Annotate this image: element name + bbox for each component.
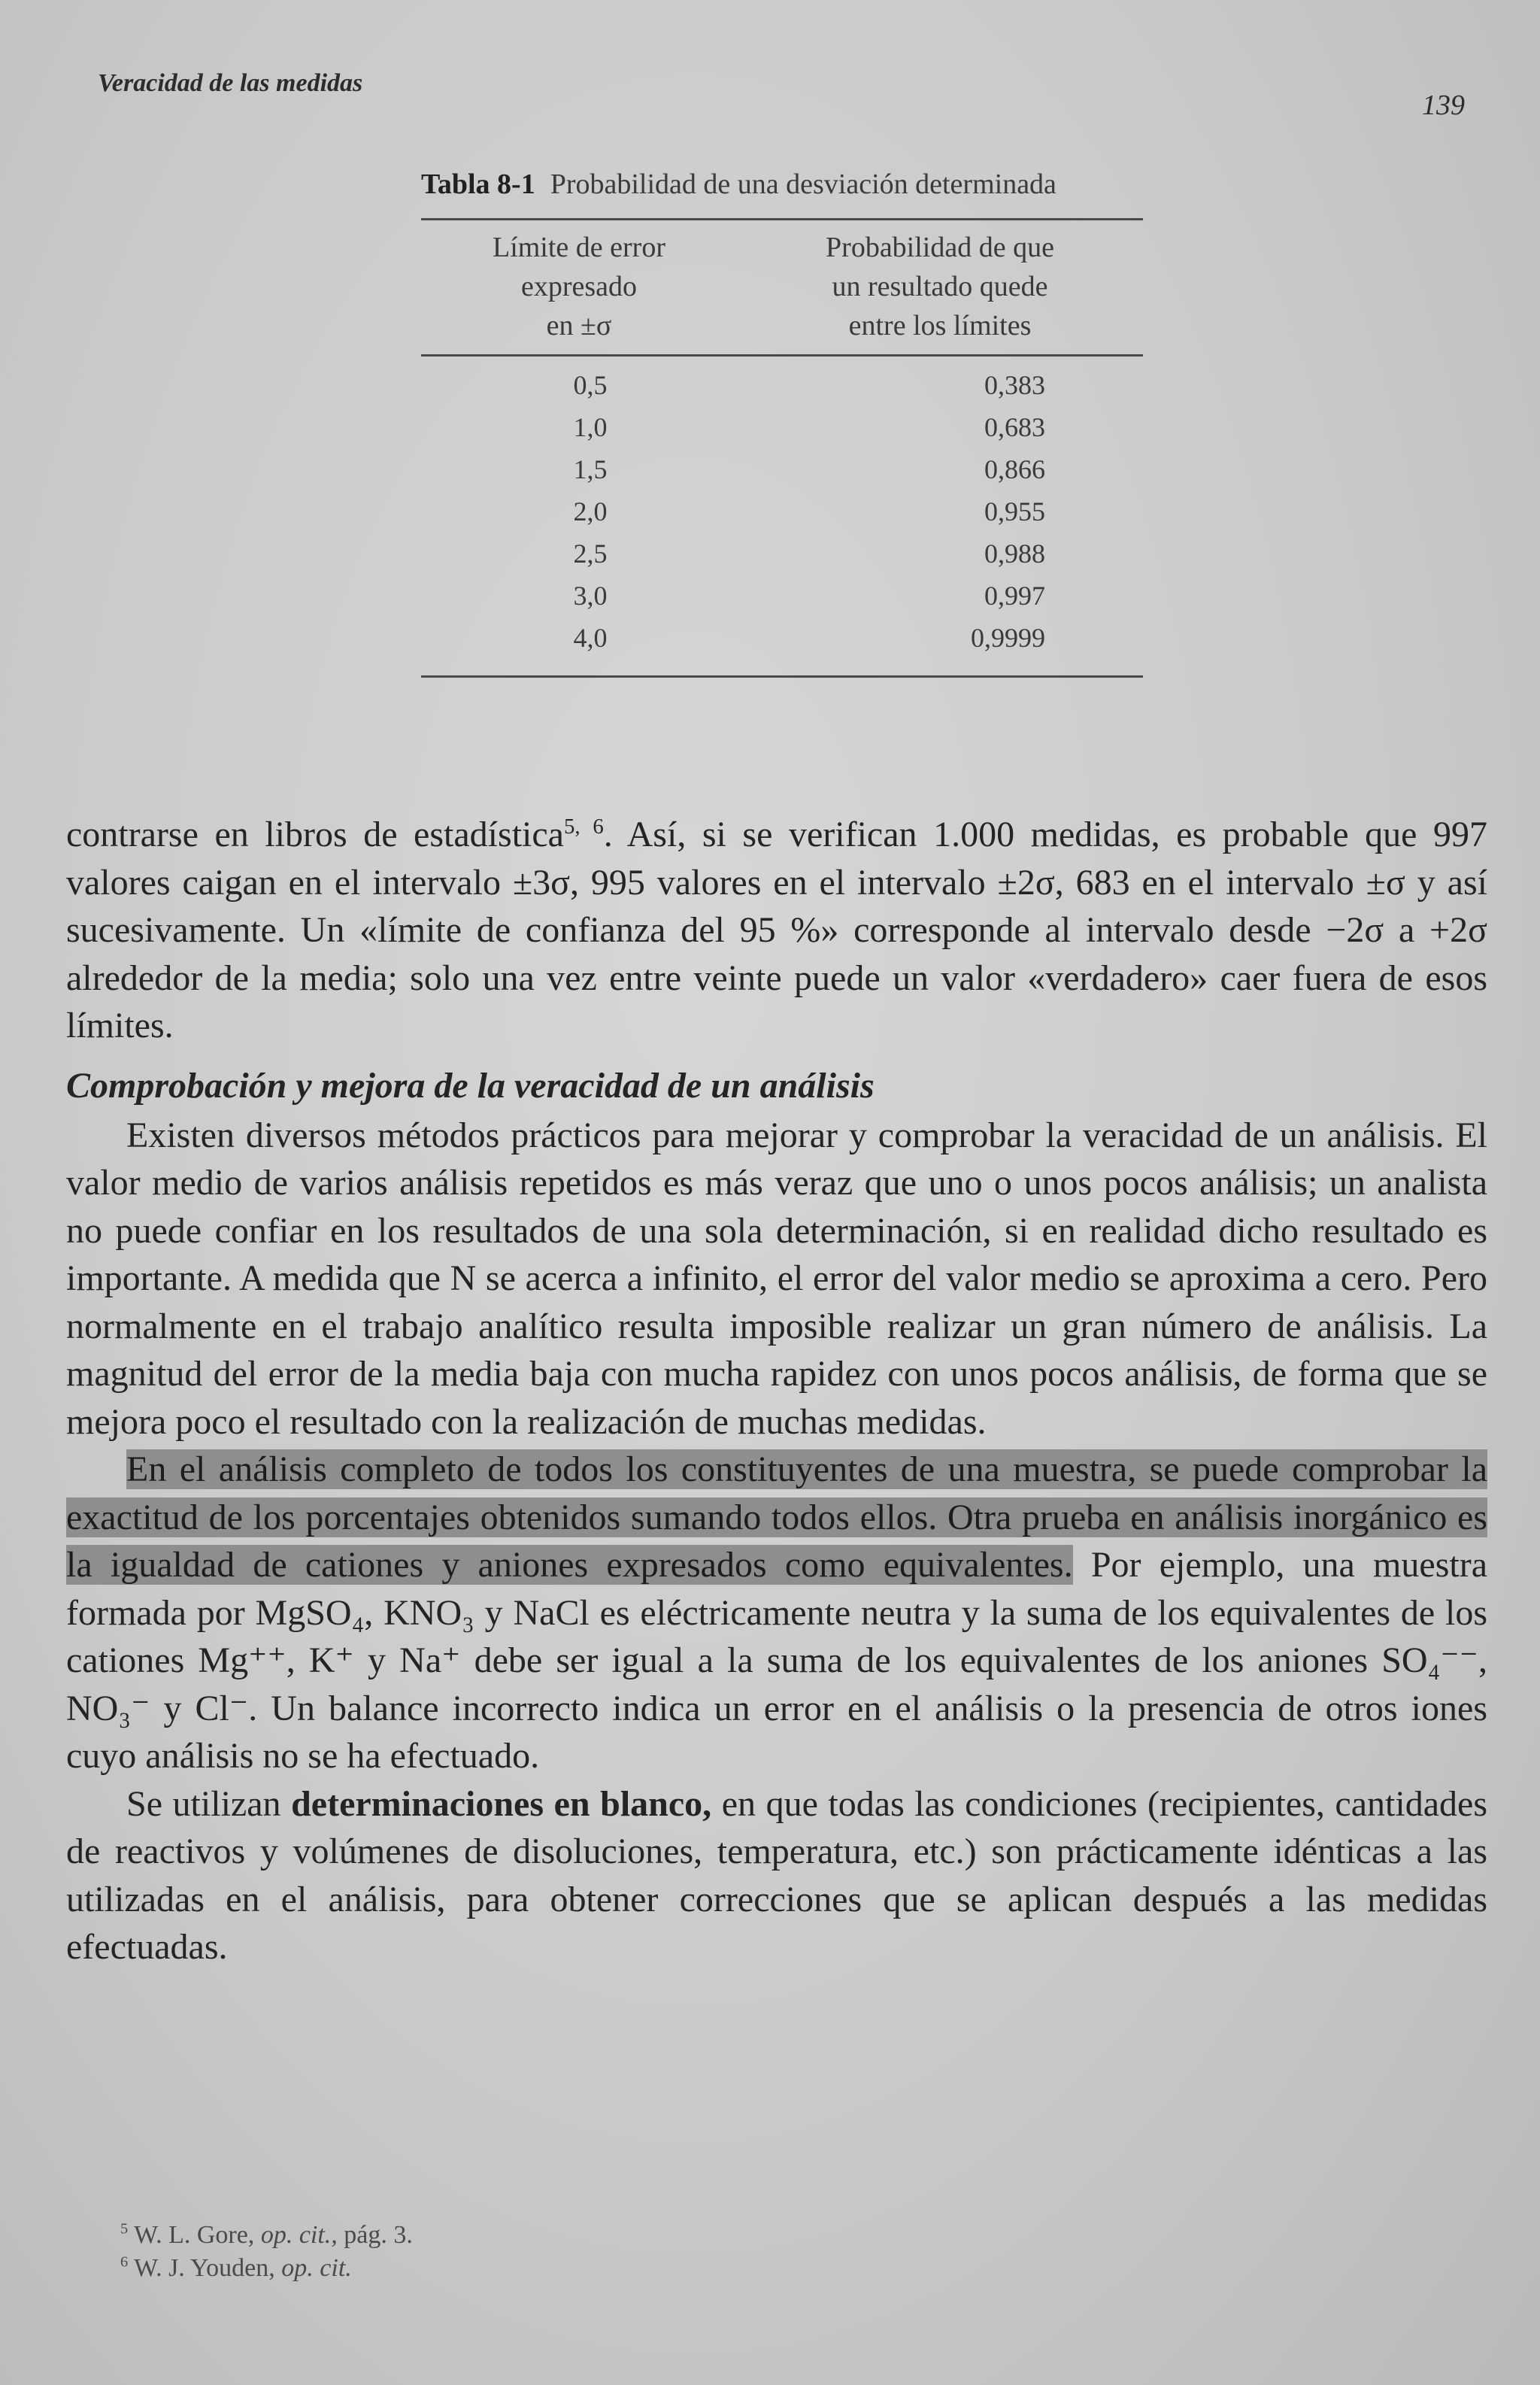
- paragraph-confidence-limits: contrarse en libros de estadística$^{5, 6}$. Así, si se verifican 1.000 medidas, es probable que 997 valores caigan en el intervalo ±3σ, 995 valores en el intervalo ±2σ, 683 en el intervalo ±σ y así sucesivamente. Un «límite de confianza del 95 %» corresponde al intervalo desde −2σ a +2σ alrededor de la media; solo una vez entre veinte puede un valor «verdadero» caer fuera de esos límites.: [66, 815, 1488, 1045]
- footnote: $^5$ W. L. Gore, op. cit., pág. 3.: [120, 2220, 413, 2249]
- table-row: [421, 617, 1143, 659]
- paragraph-ion-balance: En el análisis completo de todos los constituyentes de una muestra, se puede comprobar la exactitud de los porcentajes obtenidos sumando todos ellos. Otra prueba en análisis inorgánico es la igualdad de cationes y aniones expresados como equivalentes. Por ejemplo, una muestra formada por MgSO₄, KNO₃ y NaCl es eléctricamente neutra y la suma de los equivalentes de los cationes Mg⁺⁺, K⁺ y Na⁺ debe ser igual a la suma de los equivalentes de los aniones SO₄⁻⁻, NO₃⁻ y Cl⁻. Un balance incorrecto indica un error en el análisis o la presencia de otros iones cuyo análisis no se ha efectuado.: [66, 1449, 1487, 1776]
- table-cell-limit: 0,5: [573, 370, 608, 400]
- table-col2-header: Probabilidad de que un resultado quede entre los límites: [826, 232, 1054, 341]
- table-caption: [421, 167, 1098, 202]
- table-cell-probability: 0,683: [984, 412, 1045, 442]
- table-row: [421, 490, 1143, 533]
- highlighted-passage: En el análisis completo de todos los constituyentes de una muestra, se puede comprobar la exactitud de los porcentajes obtenidos sumando todos ellos. Otra prueba en análisis inorgánico es la igualdad de cationes y aniones expresados como equivalentes.: [66, 1449, 1487, 1585]
- table-row: [421, 533, 1143, 575]
- table-caption-text: Probabilidad de una desviación determinada: [550, 168, 1056, 200]
- table-cell-probability: 0,383: [984, 370, 1045, 400]
- table-row: [421, 575, 1143, 617]
- section-heading: Comprobación y mejora de la veracidad de un análisis: [66, 1065, 875, 1106]
- table-cell-probability: 0,9999: [971, 623, 1045, 653]
- page-number: 139: [1422, 90, 1465, 121]
- footnote: $^6$ W. J. Youden, op. cit.: [120, 2253, 352, 2282]
- table-cell-limit: 2,0: [573, 496, 608, 526]
- table-cell-probability: 0,955: [984, 496, 1045, 526]
- table-col1-header: Límite de error expresado en ±σ: [492, 232, 665, 341]
- table-cell-limit: 4,0: [573, 623, 608, 653]
- footnote-reference: 5, 6: [563, 815, 604, 839]
- bold-term: determinaciones en blanco,: [291, 1783, 712, 1824]
- table-row: [421, 406, 1143, 448]
- table-cell-limit: 3,0: [573, 581, 608, 611]
- table-cell-limit: 2,5: [573, 539, 608, 569]
- table-cell-probability: 0,997: [984, 581, 1045, 611]
- paragraph-blank-determinations: Se utilizan determinaciones en blanco, en que todas las condiciones (recipientes, cantidades de reactivos y volúmenes de disoluciones, temperatura, etc.) son prácticamente idénticas a las utilizadas en el análisis, para obtener correcciones que se aplican después a las medidas efectuadas.: [66, 1783, 1488, 1967]
- table-row: [421, 448, 1143, 490]
- probability-table: [421, 167, 1143, 678]
- table-cell-limit: 1,0: [573, 412, 608, 442]
- table-cell-limit: 1,5: [573, 454, 608, 484]
- footnotes: [120, 2219, 413, 2285]
- body-text: [66, 811, 1487, 1971]
- table-cell-probability: 0,866: [984, 454, 1045, 484]
- table-body: [421, 364, 1143, 659]
- table-header-row: [421, 228, 1143, 345]
- running-title: Veracidad de las medidas: [98, 69, 363, 97]
- paragraph-methods: Existen diversos métodos prácticos para mejorar y comprobar la veracidad de un análisis. El valor medio de varios análisis repetidos es más veraz que uno o unos pocos análisis; un analista no puede confiar en los resultados de una sola determinación, si en realidad dicho resultado es importante. A medida que N se acerca a infinito, el error del valor medio se aproxima a cero. Pero normalmente en el trabajo analítico resulta imposible realizar un gran número de análisis. La magnitud del error de la media baja con mucha rapidez con unos pocos análisis, de forma que se mejora poco el resultado con la realización de muchas medidas.: [66, 1115, 1487, 1442]
- table-row: [421, 364, 1143, 406]
- table-label: Tabla 8-1: [421, 168, 535, 200]
- table-cell-probability: 0,988: [984, 539, 1045, 569]
- table-header-rule: [421, 354, 1143, 357]
- table-top-rule: [421, 218, 1143, 220]
- table-bottom-rule: [421, 675, 1143, 678]
